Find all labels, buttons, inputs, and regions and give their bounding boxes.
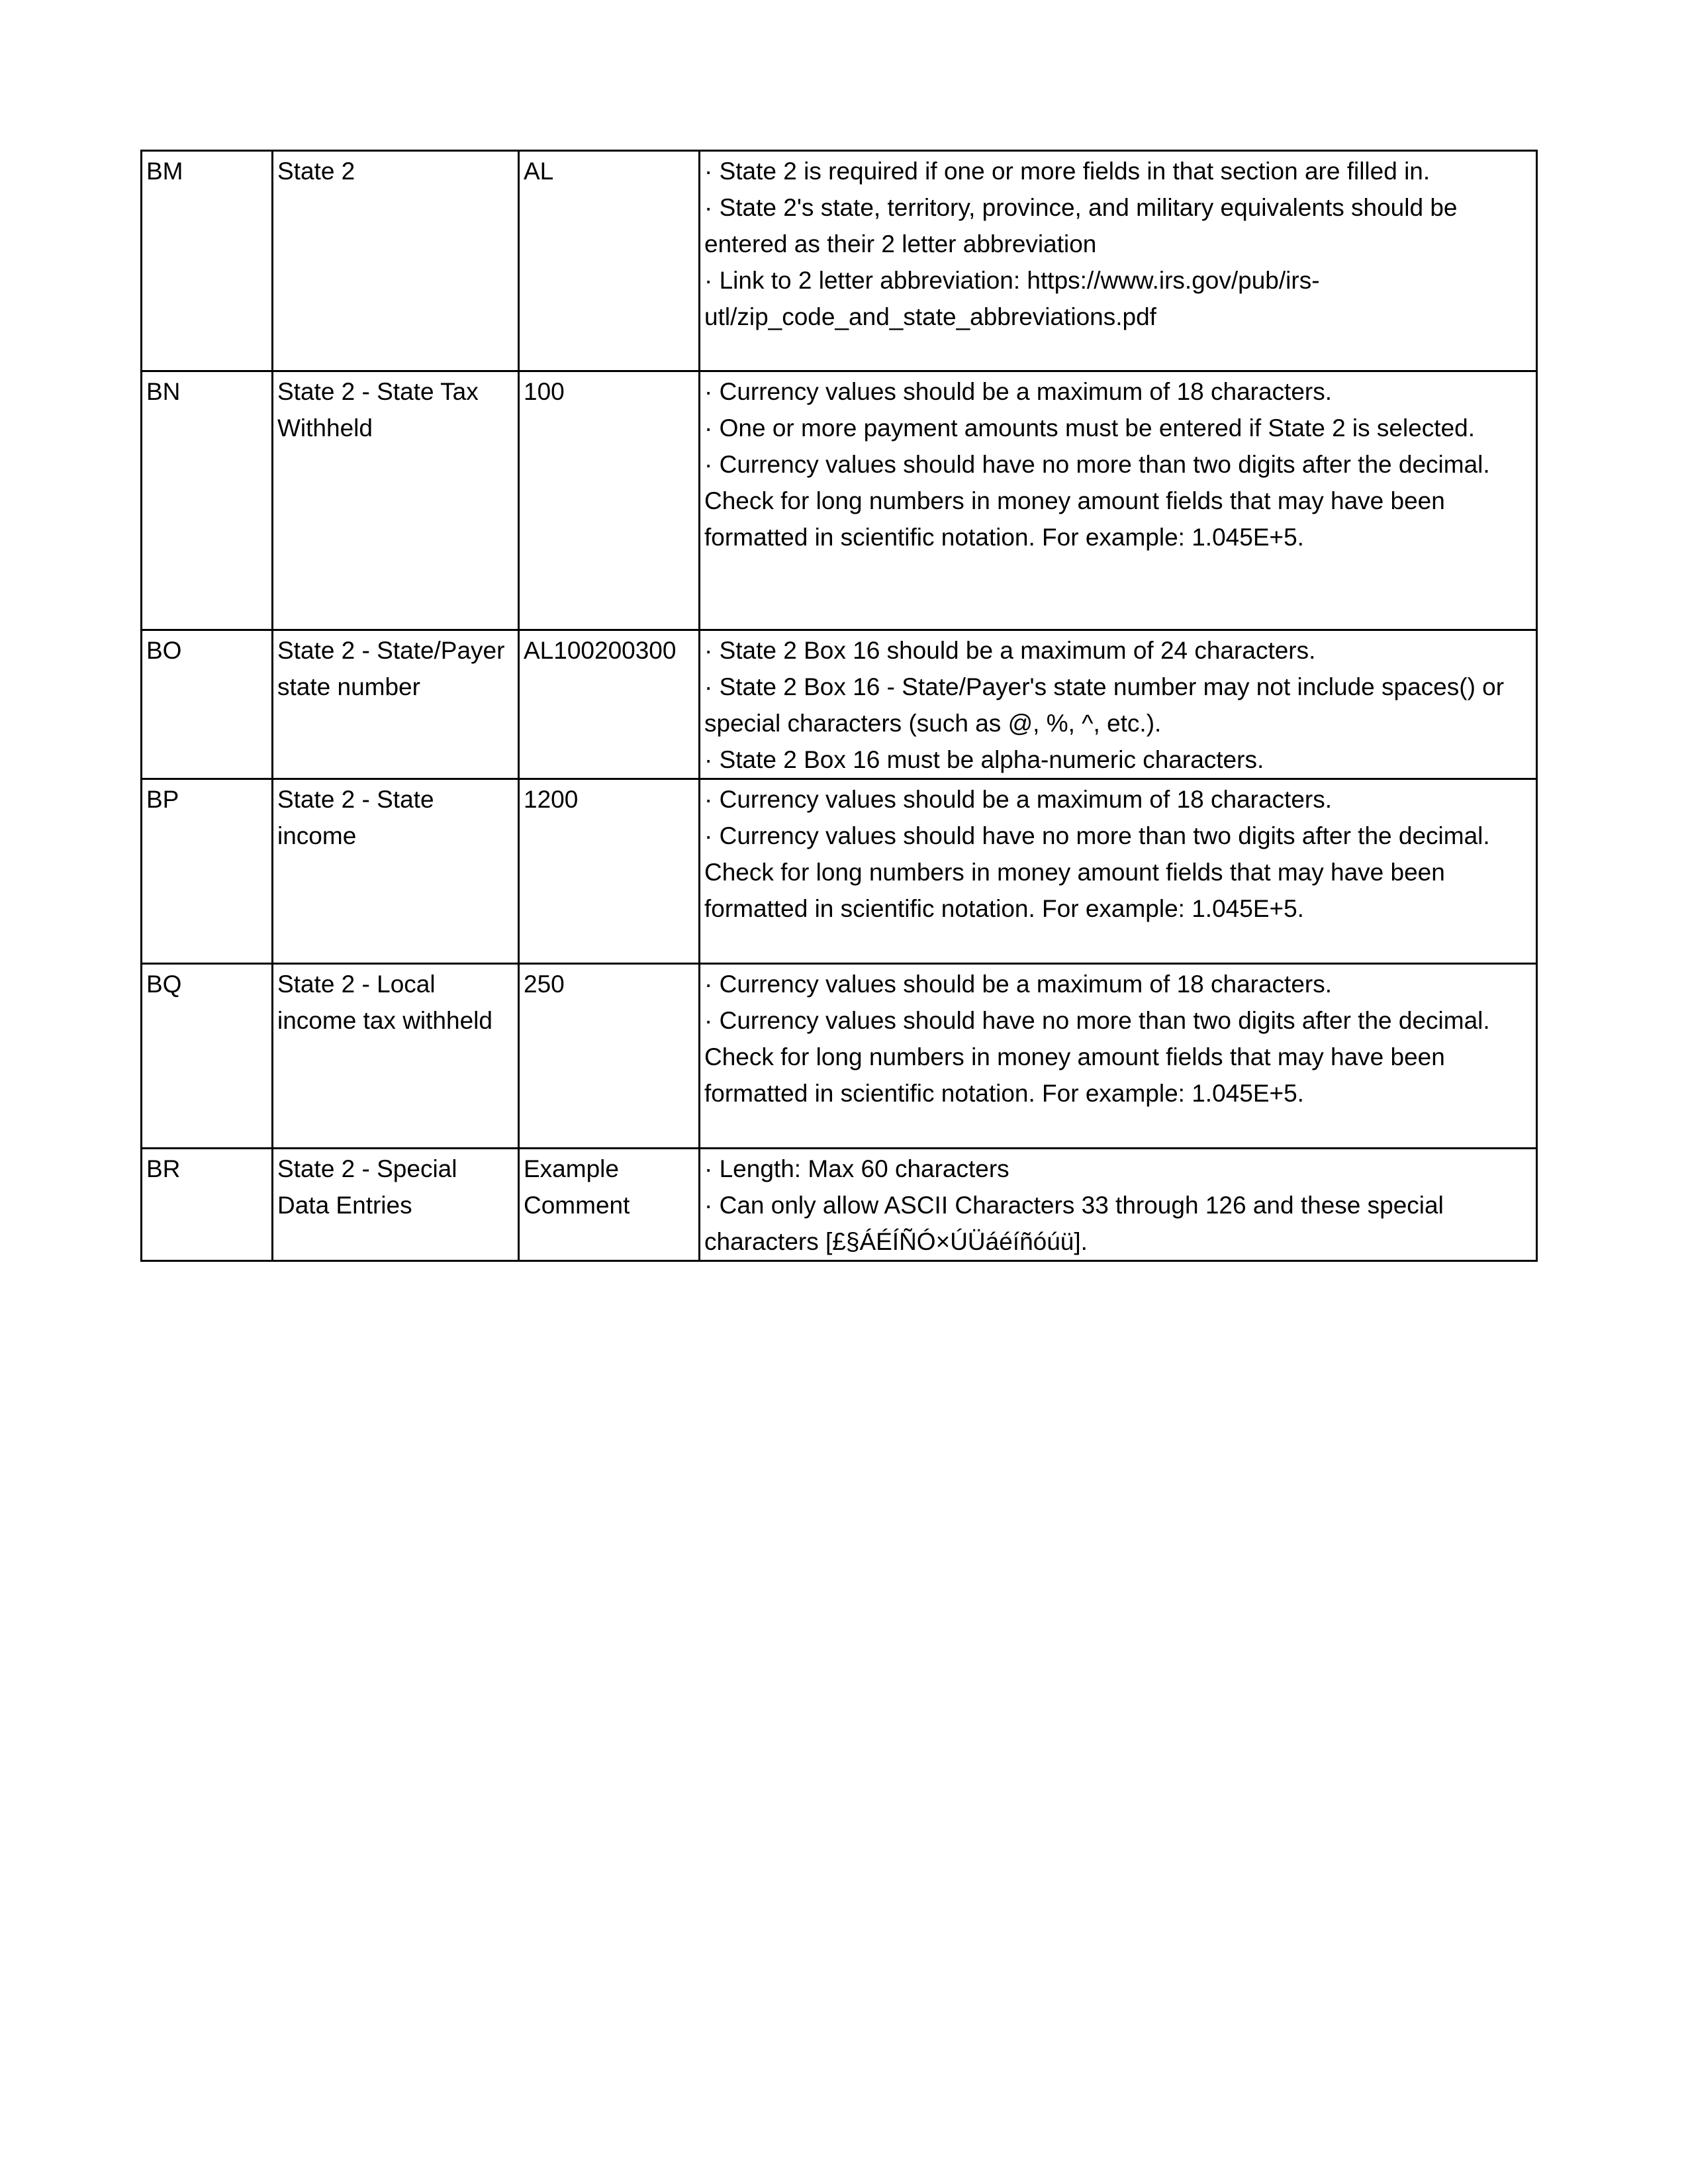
- table-row: [142, 630, 1537, 779]
- validation-rules-cell: · Currency values should be a maximum of 18 characters. · One or more payment amounts must be entered if State 2 is selected. · Currency values should have no more than two digits after the decimal. Check for long numbers in money amount fields that may have been formatted in scientific notation. For example: 1.045E+5.: [700, 371, 1537, 630]
- example-value-cell: Example Comment: [519, 1149, 700, 1261]
- validation-rules-cell: · State 2 is required if one or more fields in that section are filled in. · State 2's state, territory, province, and military equivalents should be entered as their 2 letter abbreviation · Link to 2 letter abbreviation: https://www.irs.gov/pub/irs-utl/zip_code_and_state_abbreviations.pdf: [700, 151, 1537, 371]
- validation-rules-cell: · Length: Max 60 characters · Can only allow ASCII Characters 33 through 126 and these special characters [£§ÁÉÍÑÓ×ÚÜáéíñóúü].: [700, 1149, 1537, 1261]
- table-row: [142, 1149, 1537, 1261]
- field-name-cell: State 2 - Special Data Entries: [273, 1149, 519, 1261]
- field-name-cell: State 2 - State/Payer state number: [273, 630, 519, 779]
- table-row: [142, 964, 1537, 1149]
- column-letter-cell: BR: [142, 1149, 273, 1261]
- table-row: [142, 151, 1537, 371]
- validation-rules-cell: · State 2 Box 16 should be a maximum of 24 characters. · State 2 Box 16 - State/Payer's state number may not include spaces() or special characters (such as @, %, ^, etc.). · State 2 Box 16 must be alpha-numeric characters.: [700, 630, 1537, 779]
- field-name-cell: State 2 - State Tax Withheld: [273, 371, 519, 630]
- column-letter-cell: BQ: [142, 964, 273, 1149]
- example-value-cell: AL100200300: [519, 630, 700, 779]
- column-letter-cell: BN: [142, 371, 273, 630]
- example-value-cell: 100: [519, 371, 700, 630]
- table-row: [142, 371, 1537, 630]
- table-row: [142, 779, 1537, 964]
- column-letter-cell: BP: [142, 779, 273, 964]
- field-spec-table: [140, 150, 1538, 1262]
- field-name-cell: State 2 - State income: [273, 779, 519, 964]
- field-name-cell: State 2: [273, 151, 519, 371]
- example-value-cell: AL: [519, 151, 700, 371]
- column-letter-cell: BO: [142, 630, 273, 779]
- validation-rules-cell: · Currency values should be a maximum of 18 characters. · Currency values should have no more than two digits after the decimal. Check for long numbers in money amount fields that may have been formatted in scientific notation. For example: 1.045E+5.: [700, 779, 1537, 964]
- field-name-cell: State 2 - Local income tax withheld: [273, 964, 519, 1149]
- column-letter-cell: BM: [142, 151, 273, 371]
- example-value-cell: 1200: [519, 779, 700, 964]
- validation-rules-cell: · Currency values should be a maximum of 18 characters. · Currency values should have no more than two digits after the decimal. Check for long numbers in money amount fields that may have been formatted in scientific notation. For example: 1.045E+5.: [700, 964, 1537, 1149]
- example-value-cell: 250: [519, 964, 700, 1149]
